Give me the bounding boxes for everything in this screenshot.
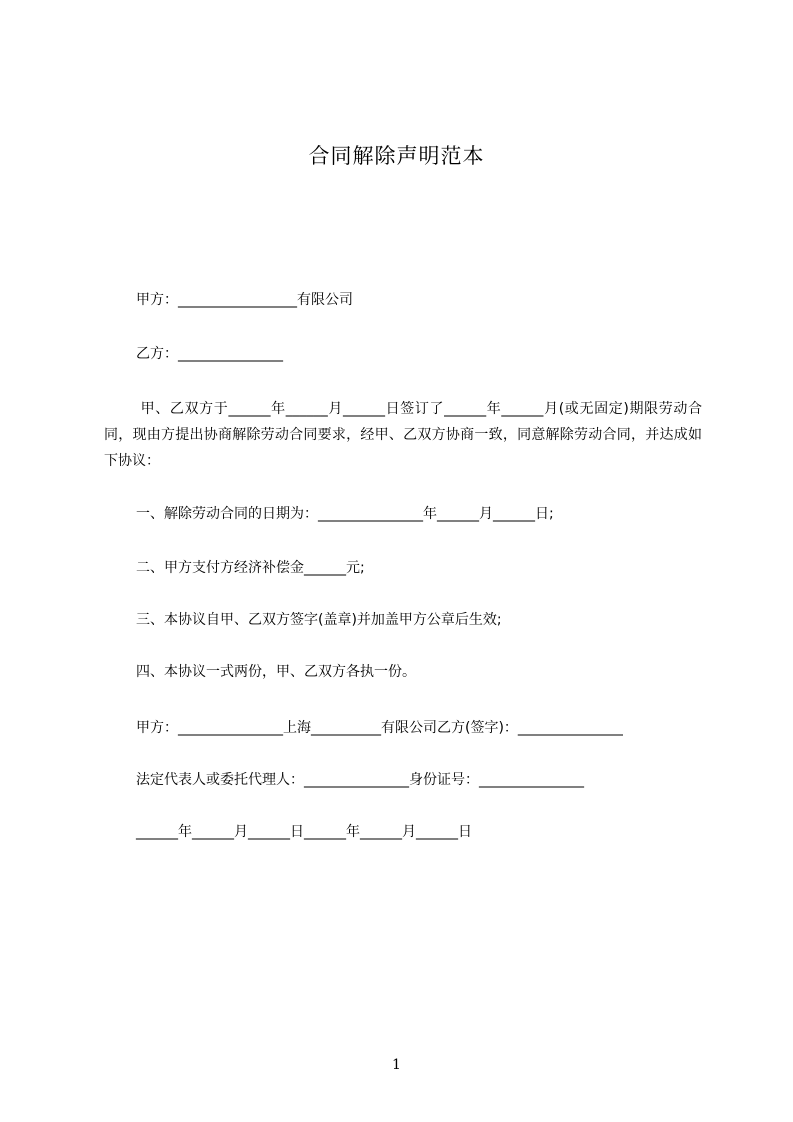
page-number: 1 xyxy=(392,1057,401,1073)
document-title: 合同解除声明范本 xyxy=(308,144,485,168)
party-b-line: 乙方：_______________ xyxy=(136,346,283,362)
clause-4: 四、本协议一式两份，甲、乙双方各执一份。 xyxy=(136,664,416,680)
representative-line: 法定代表人或委托代理人：_______________身份证号：_______________ xyxy=(136,772,584,788)
clause-2: 二、甲方支付方经济补偿金______元; xyxy=(136,560,365,576)
clause-3: 三、本协议自甲、乙双方签字(盖章)并加盖甲方公章后生效; xyxy=(136,612,502,628)
signature-line: 甲方：_______________上海__________有限公司乙方(签字)：_______________ xyxy=(136,720,623,736)
intro-paragraph-text: 甲、乙双方于______年______月______日签订了______年______月(或无固定)期限劳动合同，现由方提出协商解除劳动合同要求，经甲、乙双方协商一致，同意解除劳动合同，并达成如下协议： xyxy=(104,401,702,469)
intro-paragraph xyxy=(104,396,702,474)
party-a-line: 甲方：_________________有限公司 xyxy=(136,292,353,308)
date-line: ______年______月______日______年______月______日 xyxy=(136,824,472,840)
clause-1: 一、解除劳动合同的日期为：_______________年______月______日; xyxy=(136,506,554,522)
